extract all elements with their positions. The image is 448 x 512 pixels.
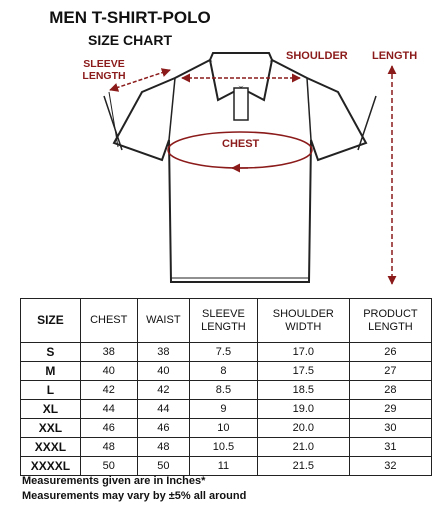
table-cell: 38 <box>137 343 190 362</box>
column-header-text: CHEST <box>90 314 128 326</box>
column-header-text: WAIST <box>146 314 181 326</box>
column-header <box>80 299 137 343</box>
table-cell: 21.0 <box>257 438 349 457</box>
table-cell: 42 <box>137 381 190 400</box>
table-cell: 46 <box>80 419 137 438</box>
table-cell: M <box>21 362 81 381</box>
page-title: MEN T-SHIRT-POLO <box>49 8 211 27</box>
sleeve-length-label: SLEEVE LENGTH <box>82 58 126 82</box>
table-cell: 38 <box>80 343 137 362</box>
table-cell: 48 <box>137 438 190 457</box>
table-cell: XXXL <box>21 438 81 457</box>
table-cell: 7.5 <box>190 343 258 362</box>
table-row <box>21 381 432 400</box>
column-header-text: SIZE <box>37 313 64 327</box>
table-cell: 44 <box>137 400 190 419</box>
table-cell: 29 <box>349 400 431 419</box>
table-cell: 50 <box>80 457 137 476</box>
note-units: Measurements given are in Inches* <box>22 475 206 487</box>
table-cell: 48 <box>80 438 137 457</box>
column-header-text: WIDTH <box>285 320 322 333</box>
size-chart-table <box>20 298 432 476</box>
table-row <box>21 457 432 476</box>
table-row <box>21 419 432 438</box>
column-header-text: SLEEVE <box>202 307 245 320</box>
left-sleeve-hem <box>109 92 118 147</box>
column-header-text: LENGTH <box>368 320 413 333</box>
table-cell: 46 <box>137 419 190 438</box>
table-cell: 11 <box>190 457 258 476</box>
table-cell: 40 <box>80 362 137 381</box>
chest-label: CHEST <box>222 138 260 150</box>
column-header <box>190 299 258 343</box>
table-cell: 9 <box>190 400 258 419</box>
table-cell: 42 <box>80 381 137 400</box>
table-cell: XL <box>21 400 81 419</box>
length-label: LENGTH <box>372 50 418 62</box>
column-header <box>21 299 81 343</box>
table-cell: 8.5 <box>190 381 258 400</box>
table-cell: XXXXL <box>21 457 81 476</box>
column-header <box>257 299 349 343</box>
table-cell: XXL <box>21 419 81 438</box>
page-subtitle: SIZE CHART <box>88 32 172 48</box>
notes <box>22 474 246 504</box>
note-tolerance: Measurements may vary by ±5% all around <box>22 490 247 502</box>
table-cell: 10.5 <box>190 438 258 457</box>
column-header <box>137 299 190 343</box>
shoulder-label: SHOULDER <box>286 50 348 62</box>
table-cell: 30 <box>349 419 431 438</box>
left-sleeve-cuff <box>104 96 122 150</box>
column-header-text: LENGTH <box>201 320 246 333</box>
table-cell: S <box>21 343 81 362</box>
table-cell: 17.0 <box>257 343 349 362</box>
table-cell: L <box>21 381 81 400</box>
table-cell: 21.5 <box>257 457 349 476</box>
table-cell: 32 <box>349 457 431 476</box>
table-cell: 8 <box>190 362 258 381</box>
right-sleeve-cuff <box>358 96 376 150</box>
table-cell: 19.0 <box>257 400 349 419</box>
table-cell: 18.5 <box>257 381 349 400</box>
table-cell: 17.5 <box>257 362 349 381</box>
table-row <box>21 400 432 419</box>
table-cell: 27 <box>349 362 431 381</box>
table-cell: 44 <box>80 400 137 419</box>
column-header-text: SHOULDER <box>272 307 334 320</box>
table-row <box>21 438 432 457</box>
table-row <box>21 343 432 362</box>
table-cell: 31 <box>349 438 431 457</box>
table-cell: 20.0 <box>257 419 349 438</box>
table-cell: 10 <box>190 419 258 438</box>
column-header-text: PRODUCT <box>363 307 418 320</box>
table-cell: 26 <box>349 343 431 362</box>
table-cell: 40 <box>137 362 190 381</box>
placket <box>234 88 248 120</box>
table-cell: 28 <box>349 381 431 400</box>
table-row <box>21 362 432 381</box>
table-cell: 50 <box>137 457 190 476</box>
column-header <box>349 299 431 343</box>
